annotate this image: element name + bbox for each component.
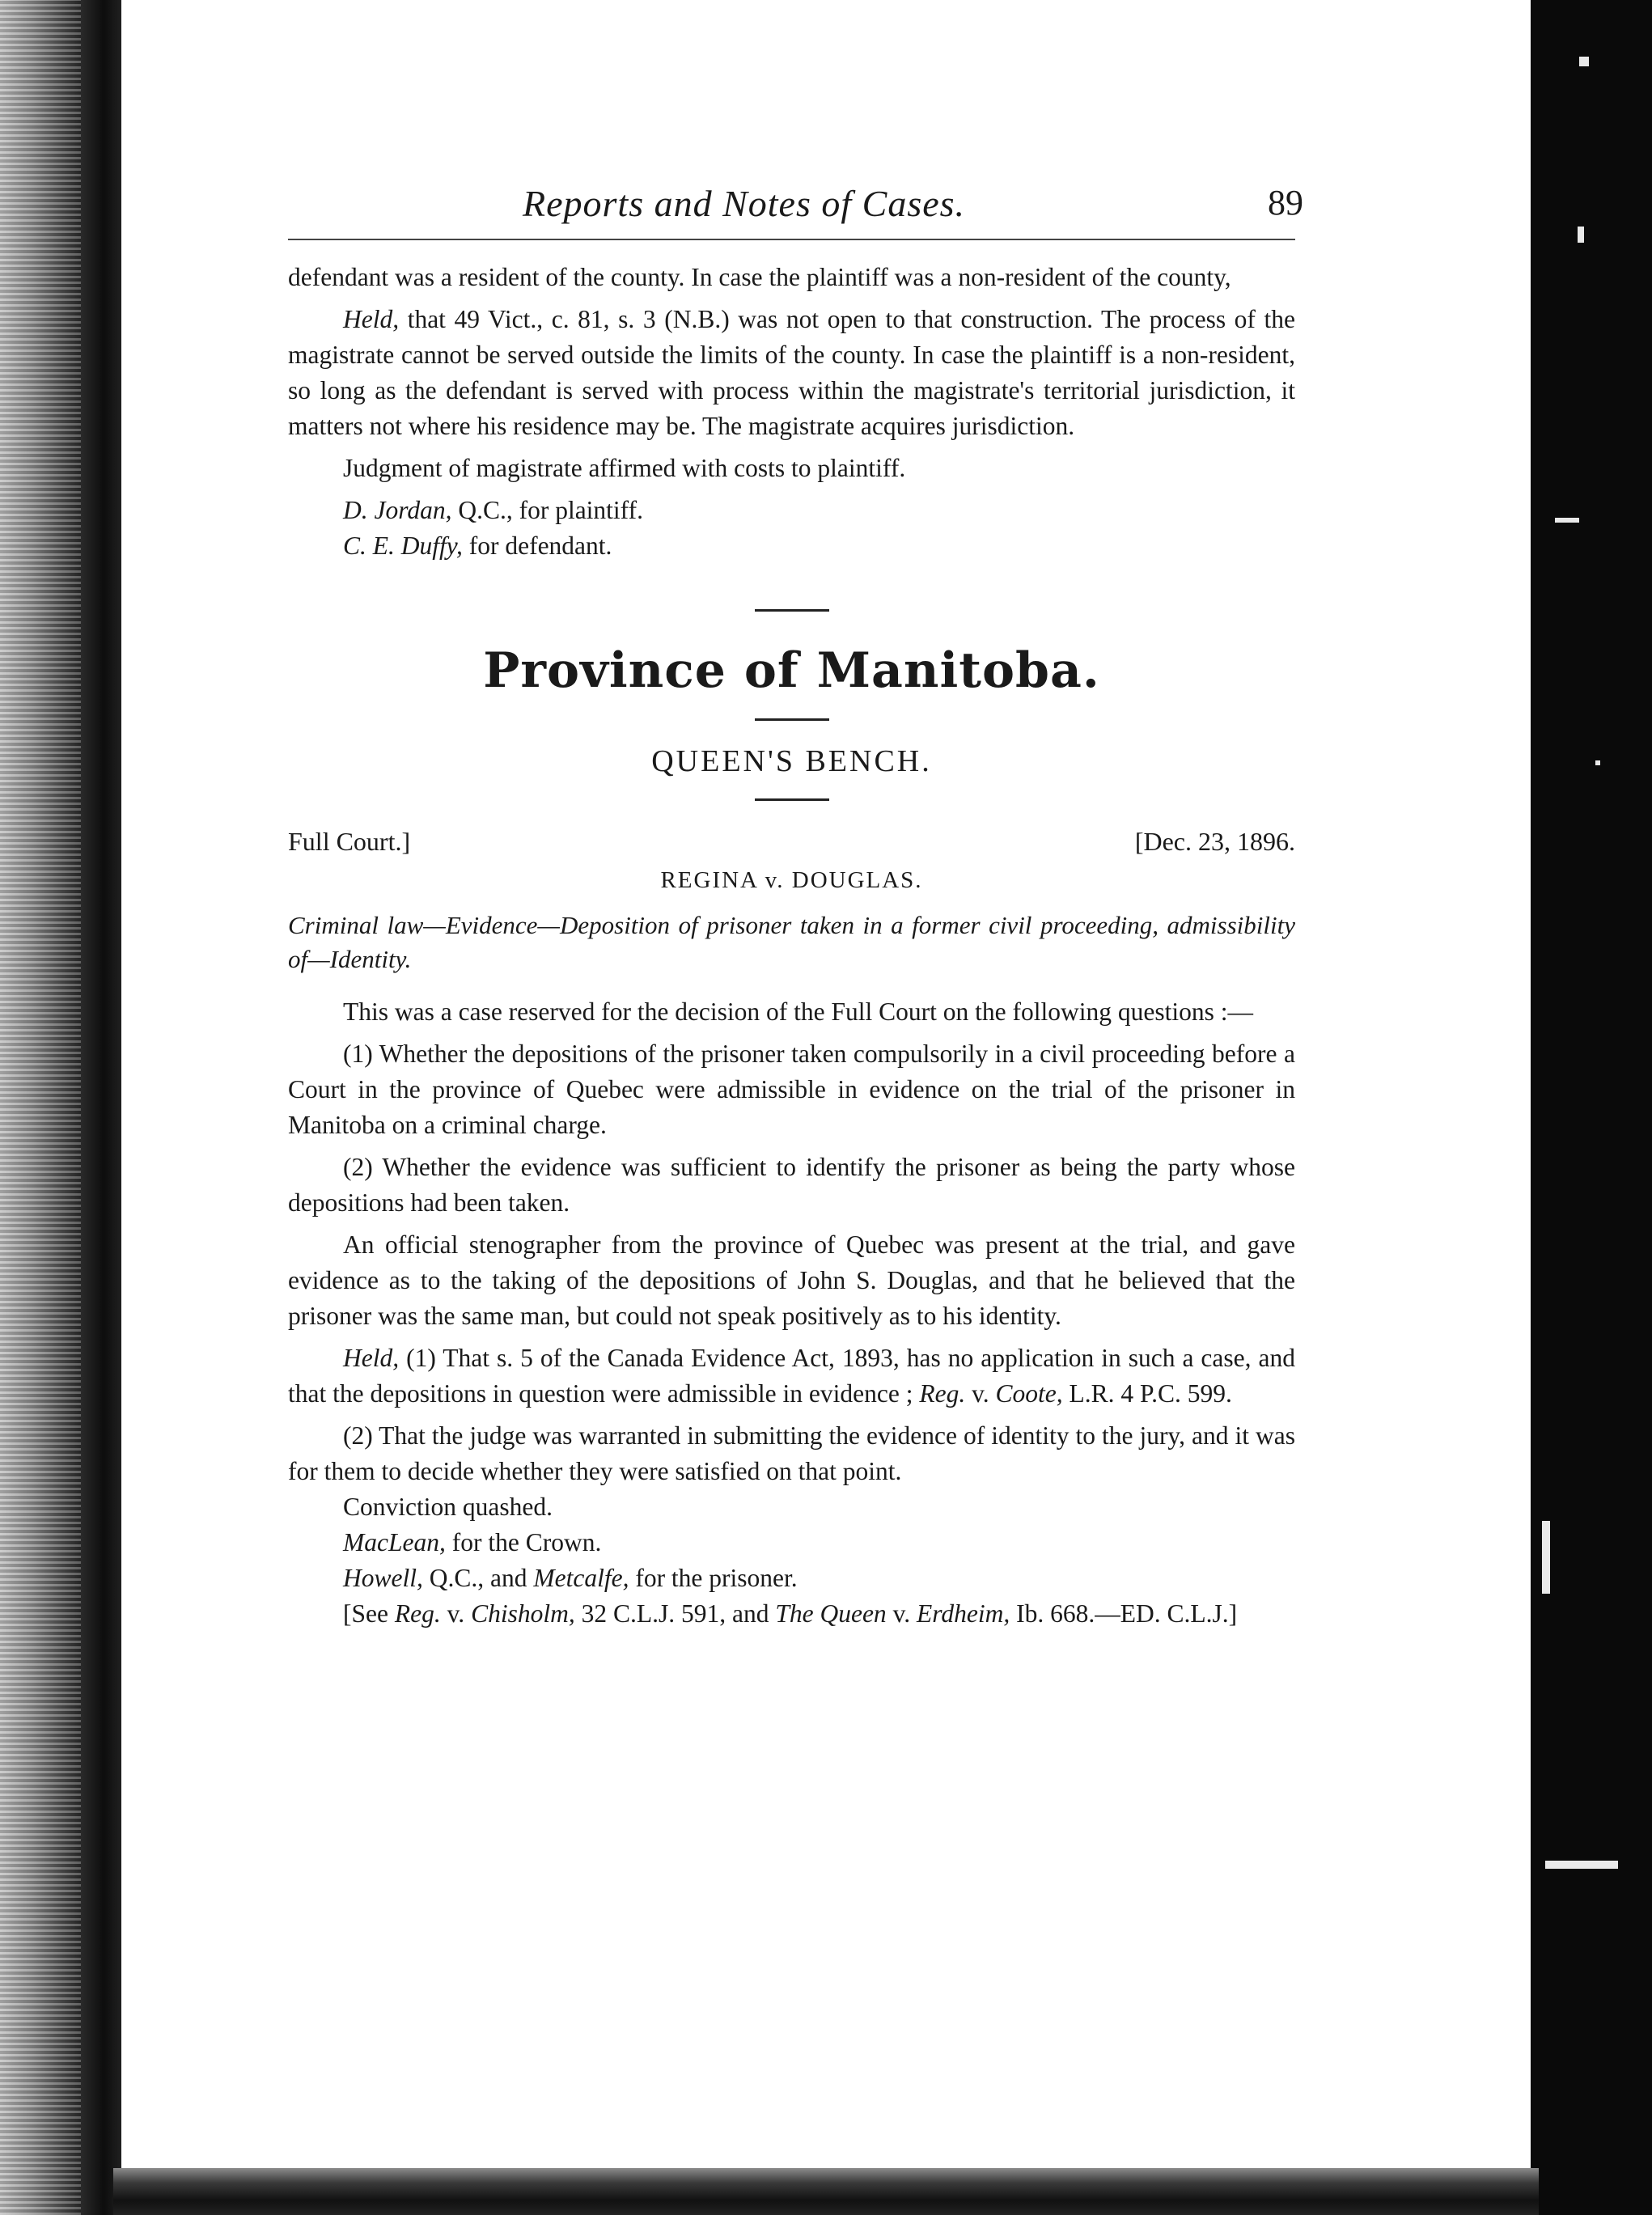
previous-case: [288, 260, 1295, 564]
counsel-name: MacLean,: [343, 1528, 446, 1556]
counsel-line: [288, 528, 1295, 564]
note-text: 32 C.L.J. 591, and: [574, 1599, 776, 1628]
case-body: [288, 994, 1295, 1632]
headnote: [288, 908, 1295, 976]
court-date-line: [288, 827, 1295, 864]
counsel-name: Metcalfe,: [533, 1564, 629, 1592]
note-text: v.: [440, 1599, 472, 1628]
counsel-mid: Q.C., and: [422, 1564, 534, 1592]
paragraph-held: [288, 302, 1295, 444]
court-label: Full Court.]: [288, 827, 411, 856]
note-text: [See: [343, 1599, 395, 1628]
citation: Coote,: [995, 1379, 1063, 1408]
counsel-name: Howell,: [343, 1564, 423, 1592]
citation: Reg.: [919, 1379, 966, 1408]
counsel-name: C. E. Duffy,: [343, 532, 463, 560]
held-label: Held,: [343, 1344, 400, 1372]
citation: Chisholm,: [471, 1599, 575, 1628]
citation-v: v.: [965, 1379, 996, 1408]
divider: [755, 718, 829, 721]
court-heading: QUEEN'S BENCH.: [651, 744, 932, 778]
citation: The Queen: [775, 1599, 887, 1628]
case-title: REGINA v. DOUGLAS.: [660, 867, 923, 893]
editor-note: [288, 1596, 1295, 1632]
paragraph: (1) Whether the depositions of the prisoner taken compulsorily in a civil proceeding before a Court in the province of Quebec were admissible in evidence on the trial of the prisoner in Manitoba on a criminal charge.: [288, 1040, 1295, 1139]
divider: [755, 609, 829, 612]
counsel-line: [288, 493, 1295, 528]
page: [288, 182, 1303, 1632]
held-label: Held,: [343, 305, 400, 333]
counsel-line: [288, 1525, 1295, 1561]
counsel-role: for the Crown.: [445, 1528, 602, 1556]
decision-date: [Dec. 23, 1896.: [1134, 827, 1295, 856]
page-number: 89: [1268, 183, 1303, 222]
paragraph: (2) Whether the evidence was sufficient to identify the prisoner as being the party whose depositions had been taken.: [288, 1153, 1295, 1217]
citation-ref: L.R. 4 P.C. 599.: [1062, 1379, 1232, 1408]
counsel-name: D. Jordan,: [343, 496, 452, 524]
running-head: [288, 182, 1303, 240]
counsel-role: for defendant.: [462, 532, 612, 560]
counsel-line: [288, 1561, 1295, 1596]
divider: [755, 798, 829, 801]
note-text: v.: [886, 1599, 917, 1628]
counsel-role: Q.C., for plaintiff.: [451, 496, 643, 524]
citation: Erdheim,: [917, 1599, 1010, 1628]
judgment-line: Judgment of magistrate affirmed with costs to plaintiff.: [343, 454, 906, 482]
paragraph: (2) That the judge was warranted in submitting the evidence of identity to the jury, and it was for them to decide whether they were satisfied on that point.: [288, 1421, 1295, 1485]
result-line: Conviction quashed.: [343, 1493, 553, 1521]
scan-binding-right: [1531, 0, 1652, 2215]
headnote-text: Criminal law—Evidence—Deposition of prisoner taken in a former civil proceeding, admissibility of—Identity.: [288, 911, 1295, 973]
scan-bottom-edge: [113, 2168, 1539, 2215]
note-text: Ib. 668.—ED. C.L.J.]: [1010, 1599, 1238, 1628]
scan-binding-left: [0, 0, 121, 2215]
paragraph-held: [288, 1340, 1295, 1412]
paragraph: An official stenographer from the province of Quebec was present at the trial, and gave evidence as to the taking of the depositions of John S. Douglas, and that he believed that the prisoner was the same man, but could not speak positively as to his identity.: [288, 1230, 1295, 1330]
running-title: Reports and Notes of Cases.: [523, 183, 966, 224]
held-text: that 49 Vict., c. 81, s. 3 (N.B.) was not open to that construction. The process of the magistrate cannot be served outside the limits of the county. In case the plaintiff is a non-resident, so long as the defendant is served with process within the magistrate's territorial jurisdiction, it matters not where his residence may be. The magistrate acquires jurisdiction.: [288, 305, 1295, 440]
citation: Reg.: [394, 1599, 441, 1628]
paragraph: This was a case reserved for the decision of the Full Court on the following questions :—: [343, 997, 1254, 1026]
held-text: (1) That s. 5 of the Canada Evidence Act, 1893, has no application in such a case, and that the depositions in question were admissible in evidence ;: [288, 1344, 1295, 1408]
province-heading: Province of Manitoba.: [483, 642, 1100, 699]
counsel-role: for the prisoner.: [629, 1564, 798, 1592]
paragraph: defendant was a resident of the county. In case the plaintiff was a non-resident of the county,: [288, 263, 1231, 291]
